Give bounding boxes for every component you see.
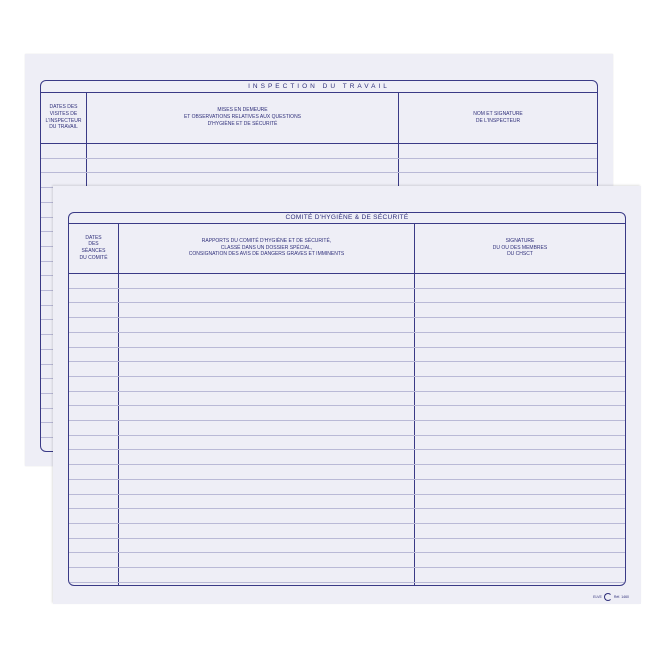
ruled-line (69, 288, 625, 289)
ruled-line (69, 405, 625, 406)
ruled-line (69, 479, 625, 480)
ruled-line (69, 523, 625, 524)
ruled-line (69, 567, 625, 568)
ruled-line (69, 302, 625, 303)
ruled-line (69, 449, 625, 450)
front-sheet-rules (69, 273, 625, 585)
ruled-line (69, 435, 625, 436)
ruled-line (69, 582, 625, 583)
ruled-line (69, 552, 625, 553)
ruled-line (41, 172, 597, 173)
front-sheet-header-reports: RAPPORTS DU COMITÉ D'HYGIÈNE ET DE SÉCURITÉ, CLASSÉ DANS UN DOSSIER SPÉCIAL, CONSIGNATION DES AVIS DE DANGERS GRAVES ET IMMINENTS (188, 237, 345, 258)
footer-reference: Réf. 1460 (613, 595, 629, 599)
back-sheet-title: INSPECTION DU TRAVAIL (41, 81, 597, 93)
ruled-line (69, 317, 625, 318)
front-sheet (53, 186, 641, 604)
ruled-line (69, 508, 625, 509)
footer-brand: ELVE (593, 595, 602, 599)
ruled-line (69, 391, 625, 392)
front-sheet-header-dates: DATES DES SÉANCES DU COMITÉ (79, 234, 108, 261)
ruled-line (69, 420, 625, 421)
ruled-line (69, 347, 625, 348)
ruled-line (69, 538, 625, 539)
ruled-line (69, 464, 625, 465)
ruled-line (69, 376, 625, 377)
ruled-line (69, 361, 625, 362)
ruled-line (69, 332, 625, 333)
ruled-line (41, 158, 597, 159)
front-sheet-title: COMITÉ D'HYGIÈNE & DE SÉCURITÉ (69, 213, 625, 224)
ruled-line (69, 494, 625, 495)
back-sheet-header-observations: MISES EN DEMEURE ET OBSERVATIONS RELATIVES AUX QUESTIONS D'HYGIÈNE ET DE SÉCURITÉ (183, 107, 302, 127)
brand-logo-icon (604, 593, 612, 601)
front-sheet-table (68, 212, 626, 586)
back-sheet-header-signature: NOM ET SIGNATURE DE L'INSPECTEUR (473, 110, 523, 124)
back-sheet-header-dates: DATES DES VISITES DE L'INSPECTEUR DU TRAVAIL (45, 104, 82, 131)
front-sheet-header-signature: SIGNATURE DU OU DES MEMBRES DU CHSCT (492, 237, 548, 258)
footer-mark (593, 593, 629, 601)
